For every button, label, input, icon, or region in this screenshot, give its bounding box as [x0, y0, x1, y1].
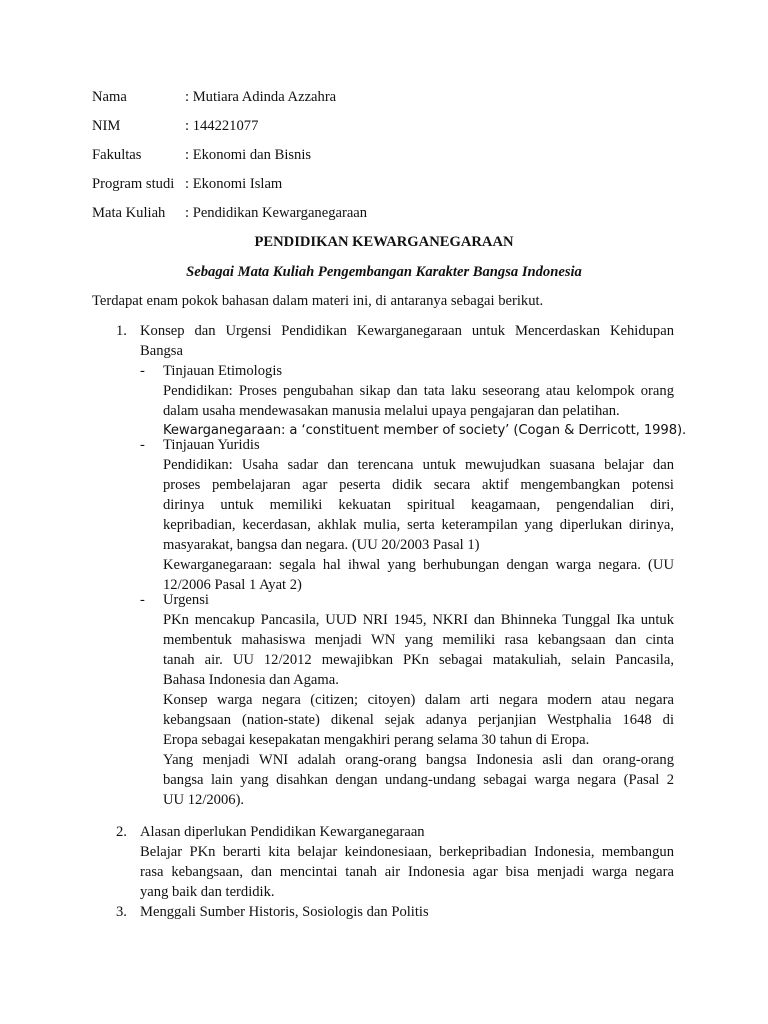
bio-label: Fakultas: [92, 147, 142, 163]
body-line: rasa kebangsaan, dan mencintai tanah air Indonesia agar bisa menjadi warga negara: [140, 864, 674, 880]
body-line: yang baik dan terdidik.: [140, 884, 275, 900]
bio-value: : Ekonomi Islam: [185, 176, 283, 192]
body-line: kebangsaan (nation-state) dikenal sejak adanya perjanjian Westphalia 1648 di: [163, 712, 674, 728]
bio-label: Nama: [92, 89, 127, 105]
bio-row-nim: [92, 116, 258, 136]
body-line: Bahasa Indonesia dan Agama.: [163, 672, 339, 688]
body-line: 12/2006 Pasal 1 Ayat 2): [163, 577, 302, 593]
body-line: Pendidikan: Proses pengubahan sikap dan tata laku seseorang atau kelompok orang: [163, 383, 674, 399]
section-title: [140, 321, 674, 361]
bio-value: : Mutiara Adinda Azzahra: [185, 89, 337, 105]
dash-bullet: -: [140, 592, 145, 608]
body-line: Konsep warga negara (citizen; citoyen) dalam arti negara modern atau negara: [163, 692, 674, 708]
bio-value: : 144221077: [185, 118, 259, 134]
body-line: bangsa lain yang disahkan dengan undang-undang sebagai warga negara (Pasal 2: [163, 772, 674, 788]
body-line: proses pembelajaran agar peserta didik secara aktif mengembangkan potensi: [163, 477, 674, 493]
list-number: 2.: [116, 824, 127, 840]
document-title: PENDIDIKAN KEWARGANEGARAAN: [254, 234, 514, 250]
subsection-title: Urgensi: [163, 592, 209, 608]
bio-row-mata-kuliah: [92, 203, 367, 223]
bio-row-fakultas: [92, 145, 311, 165]
subsection-title: Tinjauan Etimologis: [163, 363, 283, 379]
body-line: dirinya untuk memiliki kekuatan spiritual keagamaan, pengendalian diri,: [163, 497, 674, 513]
section-body: [140, 842, 674, 902]
bio-label: Mata Kuliah: [92, 205, 166, 221]
document-subtitle: Sebagai Mata Kuliah Pengembangan Karakter Bangsa Indonesia: [186, 264, 582, 280]
bio-row-nama: [92, 87, 336, 107]
body-line: Pendidikan: Usaha sadar dan terencana untuk mewujudkan suasana belajar dan: [163, 457, 674, 473]
dash-bullet: -: [140, 363, 145, 379]
dash-bullet: -: [140, 437, 145, 453]
bio-label: Program studi: [92, 176, 175, 192]
intro-paragraph: Terdapat enam pokok bahasan dalam materi ini, di antaranya sebagai berikut.: [92, 293, 544, 309]
body-line: masyarakat, bangsa dan negara. (UU 20/2003 Pasal 1): [163, 537, 480, 553]
body-line: Yang menjadi WNI adalah orang-orang bangsa Indonesia asli dan orang-orang: [163, 752, 674, 768]
body-line: Eropa sebagai kesepakatan mengakhiri perang selama 30 tahun di Eropa.: [163, 732, 590, 748]
section-title-line: Bangsa: [140, 343, 183, 359]
body-line: dalam usaha mendewasakan manusia melalui upaya pengajaran dan pelatihan.: [163, 403, 620, 419]
bio-value: : Pendidikan Kewarganegaraan: [185, 205, 368, 221]
body-line: membentuk mahasiswa menjadi WN yang memiliki rasa kebangsaan dan cinta: [163, 632, 674, 648]
body-line: Kewarganegaraan: a ‘constituent member of society’ (Cogan & Derricott, 1998).: [163, 423, 687, 438]
subsection-body: [163, 610, 674, 810]
subsection-title: Tinjauan Yuridis: [163, 437, 260, 453]
bio-row-program-studi: [92, 174, 282, 194]
section-title: Menggali Sumber Historis, Sosiologis dan Politis: [140, 904, 429, 920]
body-line: Kewarganegaraan: segala hal ihwal yang berhubungan dengan warga negara. (UU: [163, 557, 674, 573]
bio-value: : Ekonomi dan Bisnis: [185, 147, 312, 163]
subsection-body: [163, 381, 687, 441]
list-number: 1.: [116, 323, 127, 339]
bio-label: NIM: [92, 118, 121, 134]
list-number: 3.: [116, 904, 127, 920]
body-line: UU 12/2006).: [163, 792, 245, 808]
body-line: PKn mencakup Pancasila, UUD NRI 1945, NKRI dan Bhinneka Tunggal Ika untuk: [163, 612, 674, 628]
subsection-body: [163, 455, 674, 595]
body-line: kepribadian, kecerdasan, akhlak mulia, serta keterampilan yang diperlukan dirinya,: [163, 517, 674, 533]
section-title-line: Konsep dan Urgensi Pendidikan Kewarganegaraan untuk Mencerdaskan Kehidupan: [140, 323, 674, 339]
section-title: Alasan diperlukan Pendidikan Kewarganegaraan: [140, 824, 425, 840]
body-line: Belajar PKn berarti kita belajar keindonesiaan, berkepribadian Indonesia, membangun: [140, 844, 674, 860]
body-line: tanah air. UU 12/2012 mewajibkan PKn sebagai matakuliah, selain Pancasila,: [163, 652, 674, 668]
